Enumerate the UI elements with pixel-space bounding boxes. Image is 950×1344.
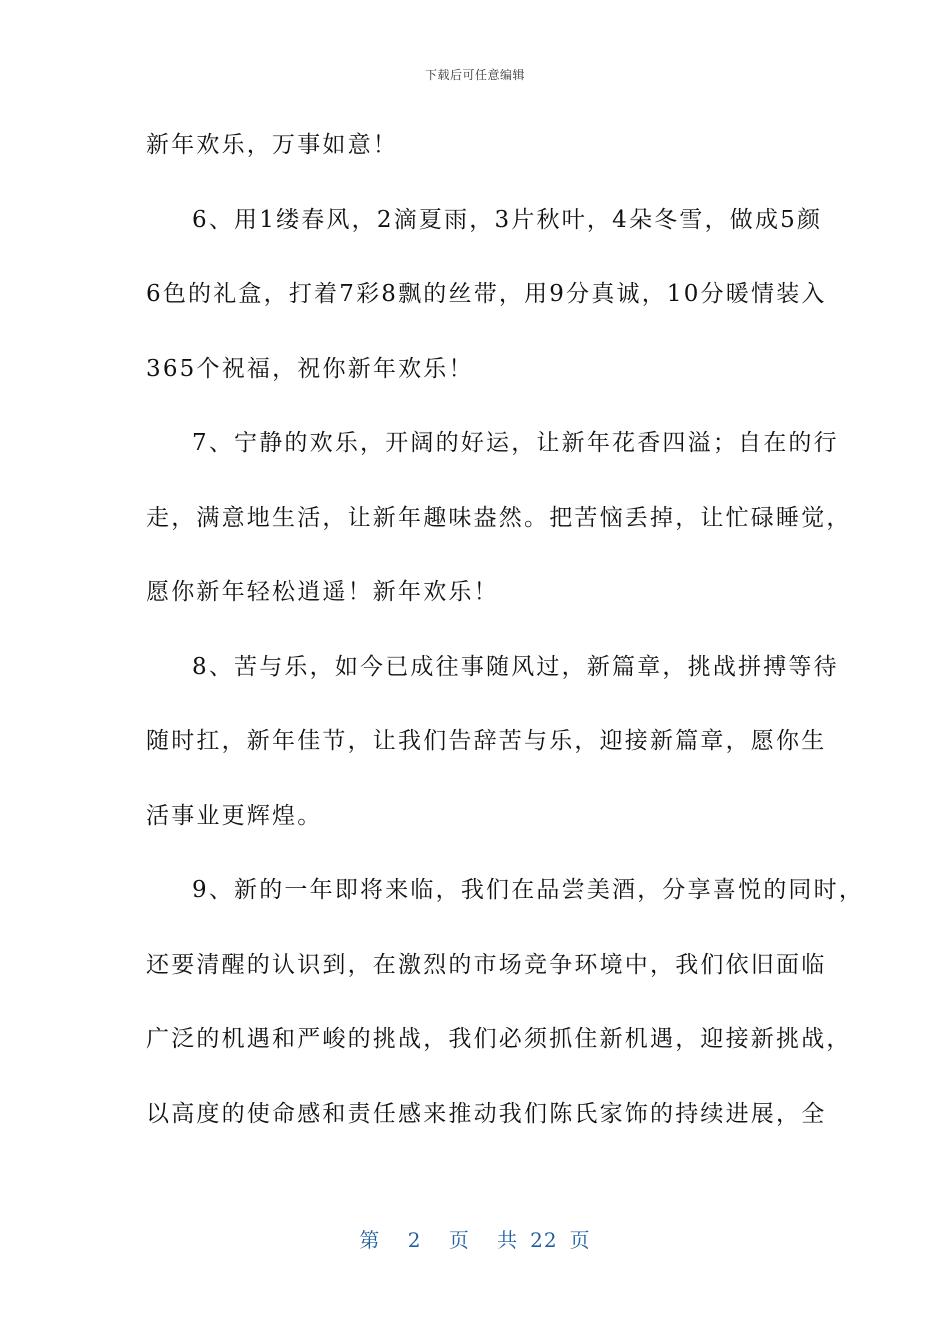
text-line: 随时扛，新年佳节，让我们告辞苦与乐，迎接新篇章，愿你生 <box>146 728 827 754</box>
footer-suffix: 页 <box>569 1228 591 1252</box>
current-page-number: 2 <box>407 1228 422 1252</box>
footer-prefix: 第 <box>359 1228 381 1252</box>
text-line: 愿你新年轻松逍遥！新年欢乐！ <box>146 579 499 605</box>
text-line: 走，满意地生活，让新年趣味盎然。把苦恼丢掉，让忙碌睡觉， <box>146 504 852 531</box>
document-body <box>146 128 865 1171</box>
page-footer <box>0 1224 950 1253</box>
text-line: 以高度的使命感和责任感来推动我们陈氏家饰的持续进展，全 <box>146 1100 827 1127</box>
text-line: 新年欢乐，万事如意！ <box>146 132 398 158</box>
text-line: 365个祝福，祝你新年欢乐！ <box>146 355 474 382</box>
text-line: 还要清醒的认识到，在激烈的市场竞争环境中，我们依旧面临 <box>146 951 827 978</box>
footer-total-word: 共 <box>497 1228 519 1252</box>
text-line: 活事业更辉煌。 <box>146 802 323 829</box>
page-header: 下载后可任意编辑 <box>424 68 525 82</box>
text-line: 8、苦与乐，如今已成往事随风过，新篇章，挑战拼搏等待 <box>192 653 839 680</box>
text-line: 6、用1缕春风，2滴夏雨，3片秋叶，4朵冬雪，做成5颜 <box>192 206 823 233</box>
total-page-count: 22 <box>530 1228 558 1252</box>
text-line: 6色的礼盒，打着7彩8飘的丝带，用9分真诚，10分暖情装入 <box>146 281 827 307</box>
footer-page-word: 页 <box>448 1228 470 1252</box>
text-line: 9、新的一年即将来临，我们在品尝美酒，分享喜悦的同时， <box>192 877 865 903</box>
text-line: 7、宁静的欢乐，开阔的好运，让新年花香四溢；自在的行 <box>192 430 839 456</box>
text-line: 广泛的机遇和严峻的挑战，我们必须抓住新机遇，迎接新挑战， <box>146 1026 852 1052</box>
